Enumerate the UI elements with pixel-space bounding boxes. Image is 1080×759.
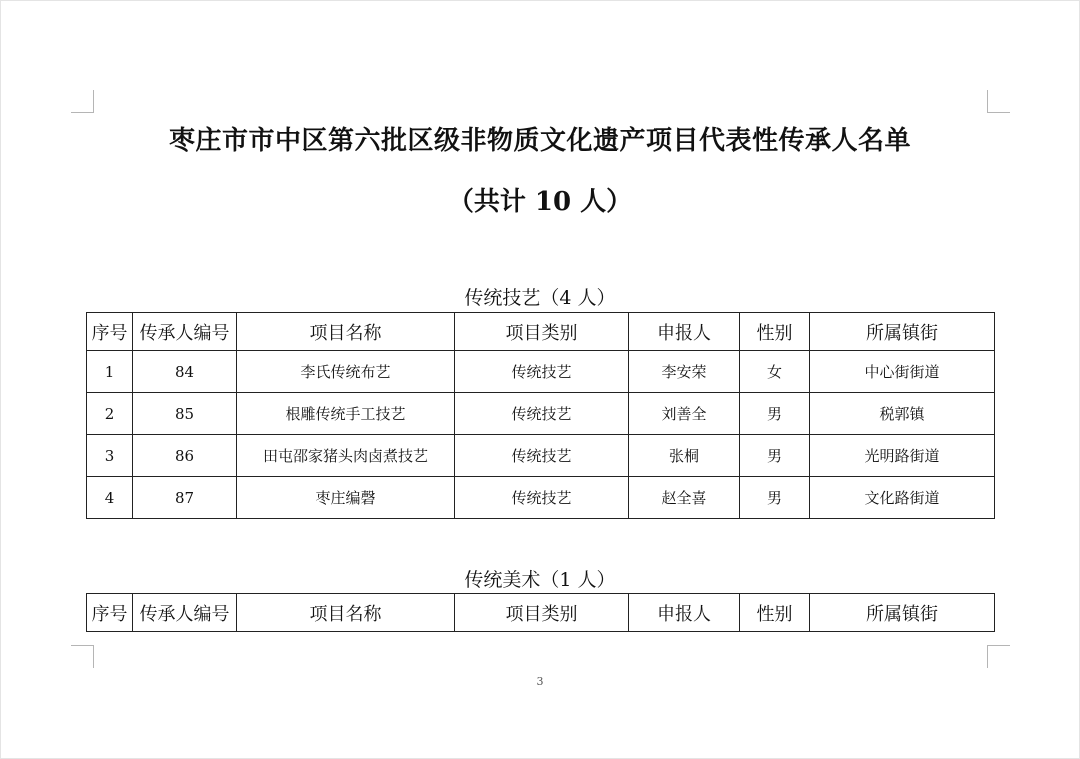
- cell-town: 光明路街道: [810, 435, 995, 477]
- col-header-applicant: 申报人: [629, 313, 740, 351]
- cell-project-name: 田屯邵家猪头肉卤煮技艺: [237, 435, 455, 477]
- col-header-project-category: 项目类别: [455, 313, 629, 351]
- cell-project-category: 传统技艺: [455, 393, 629, 435]
- table-traditional-crafts: [86, 312, 995, 519]
- col-header-project-name: 项目名称: [237, 594, 455, 632]
- cell-index: 2: [87, 393, 133, 435]
- cell-inheritor-id: 84: [133, 351, 237, 393]
- document-title: 枣庄市市中区第六批区级非物质文化遗产项目代表性传承人名单: [168, 126, 911, 156]
- cell-inheritor-id: 86: [133, 435, 237, 477]
- col-header-inheritor-id: 传承人编号: [133, 594, 237, 632]
- col-header-project-name: 项目名称: [237, 313, 455, 351]
- table-row: [87, 393, 995, 435]
- crop-mark-top-right: [987, 90, 1010, 113]
- table-row: [87, 435, 995, 477]
- crop-mark-bottom-left: [71, 645, 94, 668]
- cell-gender: 女: [740, 351, 810, 393]
- cell-inheritor-id: 85: [133, 393, 237, 435]
- cell-applicant: 李安荣: [629, 351, 740, 393]
- col-header-index: 序号: [87, 594, 133, 632]
- section-heading-traditional-crafts: 传统技艺（4 人）: [464, 287, 616, 309]
- col-header-town: 所属镇街: [810, 313, 995, 351]
- cell-inheritor-id: 87: [133, 477, 237, 519]
- cell-gender: 男: [740, 435, 810, 477]
- col-header-inheritor-id: 传承人编号: [133, 313, 237, 351]
- cell-applicant: 张桐: [629, 435, 740, 477]
- crop-mark-bottom-right: [987, 645, 1010, 668]
- table-row: [87, 477, 995, 519]
- cell-project-name: 根雕传统手工技艺: [237, 393, 455, 435]
- document-subtitle: （共计 10 人）: [447, 187, 633, 217]
- cell-project-category: 传统技艺: [455, 435, 629, 477]
- cell-project-category: 传统技艺: [455, 477, 629, 519]
- cell-project-name: 枣庄编磬: [237, 477, 455, 519]
- table-row: [87, 351, 995, 393]
- col-header-project-category: 项目类别: [455, 594, 629, 632]
- col-header-town: 所属镇街: [810, 594, 995, 632]
- col-header-gender: 性别: [740, 594, 810, 632]
- cell-applicant: 赵全喜: [629, 477, 740, 519]
- cell-gender: 男: [740, 477, 810, 519]
- cell-town: 文化路街道: [810, 477, 995, 519]
- cell-project-category: 传统技艺: [455, 351, 629, 393]
- cell-town: 中心街街道: [810, 351, 995, 393]
- cell-town: 税郭镇: [810, 393, 995, 435]
- table-header-row: [87, 594, 995, 632]
- cell-project-name: 李氏传统布艺: [237, 351, 455, 393]
- cell-index: 3: [87, 435, 133, 477]
- section-heading-traditional-arts: 传统美术（1 人）: [464, 569, 616, 591]
- cell-index: 4: [87, 477, 133, 519]
- cell-gender: 男: [740, 393, 810, 435]
- table-header-row: [87, 313, 995, 351]
- col-header-index: 序号: [87, 313, 133, 351]
- crop-mark-top-left: [71, 90, 94, 113]
- col-header-applicant: 申报人: [629, 594, 740, 632]
- col-header-gender: 性别: [740, 313, 810, 351]
- table-traditional-arts: [86, 593, 995, 632]
- cell-applicant: 刘善全: [629, 393, 740, 435]
- page-number: 3: [536, 675, 544, 688]
- cell-index: 1: [87, 351, 133, 393]
